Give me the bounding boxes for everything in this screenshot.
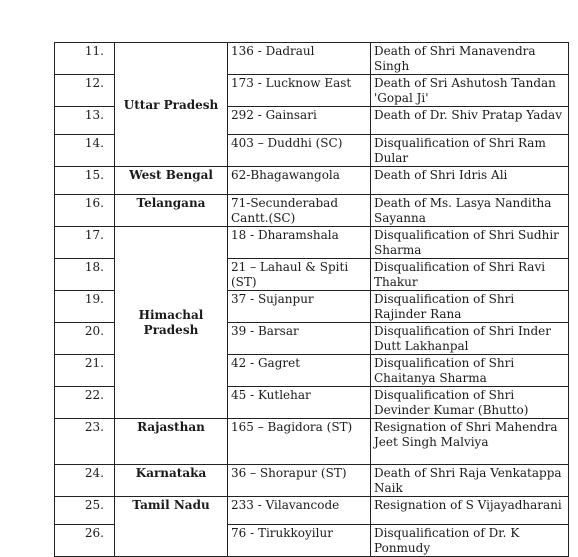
table-row — [55, 419, 569, 465]
serial-number: 26. — [55, 525, 115, 557]
serial-number: 15. — [55, 167, 115, 195]
reason-cell: Death of Shri Raja Venkatappa Naik — [371, 465, 569, 497]
reason-cell: Death of Dr. Shiv Pratap Yadav — [371, 107, 569, 135]
reason-cell: Death of Shri Idris Ali — [371, 167, 569, 195]
constituency-cell: 292 - Gainsari — [228, 107, 371, 135]
reason-cell: Disqualification of Shri Ram Dular — [371, 135, 569, 167]
reason-cell: Resignation of S Vijayadharani — [371, 497, 569, 525]
table-row — [55, 167, 569, 195]
reason-cell: Disqualification of Shri Ravi Thakur — [371, 259, 569, 291]
constituency-cell: 21 – Lahaul & Spiti (ST) — [228, 259, 371, 291]
constituency-cell: 136 - Dadraul — [228, 43, 371, 75]
constituency-cell: 36 – Shorapur (ST) — [228, 465, 371, 497]
constituency-cell: 42 - Gagret — [228, 355, 371, 387]
constituency-cell: 233 - Vilavancode — [228, 497, 371, 525]
reason-cell: Disqualification of Shri Rajinder Rana — [371, 291, 569, 323]
state-cell: Rajasthan — [115, 419, 228, 465]
state-cell: Himachal Pradesh — [115, 227, 228, 419]
serial-number: 12. — [55, 75, 115, 107]
constituency-cell: 37 - Sujanpur — [228, 291, 371, 323]
reason-cell: Disqualification of Shri Sudhir Sharma — [371, 227, 569, 259]
serial-number: 18. — [55, 259, 115, 291]
reason-cell: Death of Shri Manavendra Singh — [371, 43, 569, 75]
state-cell: Uttar Pradesh — [115, 43, 228, 167]
serial-number: 25. — [55, 497, 115, 525]
serial-number: 14. — [55, 135, 115, 167]
reason-cell: Disqualification of Shri Chaitanya Sharma — [371, 355, 569, 387]
state-cell: Tamil Nadu — [115, 497, 228, 557]
serial-number: 21. — [55, 355, 115, 387]
serial-number: 22. — [55, 387, 115, 419]
serial-number: 20. — [55, 323, 115, 355]
table-row — [55, 497, 569, 525]
reason-cell: Death of Sri Ashutosh Tandan 'Gopal Ji' — [371, 75, 569, 107]
serial-number: 24. — [55, 465, 115, 497]
serial-number: 17. — [55, 227, 115, 259]
serial-number: 19. — [55, 291, 115, 323]
reason-cell: Disqualification of Shri Inder Dutt Lakhanpal — [371, 323, 569, 355]
serial-number: 13. — [55, 107, 115, 135]
constituency-cell: 62-Bhagawangola — [228, 167, 371, 195]
reason-cell: Death of Ms. Lasya Nanditha Sayanna — [371, 195, 569, 227]
bye-election-table — [54, 42, 569, 557]
state-cell: Karnataka — [115, 465, 228, 497]
table-row — [55, 43, 569, 75]
constituency-cell: 76 - Tirukkoyilur — [228, 525, 371, 557]
table-row — [55, 195, 569, 227]
serial-number: 16. — [55, 195, 115, 227]
table-row — [55, 227, 569, 259]
reason-cell: Resignation of Shri Mahendra Jeet Singh Malviya — [371, 419, 569, 465]
state-cell: West Bengal — [115, 167, 228, 195]
serial-number: 23. — [55, 419, 115, 465]
constituency-cell: 165 – Bagidora (ST) — [228, 419, 371, 465]
constituency-cell: 45 - Kutlehar — [228, 387, 371, 419]
constituency-cell: 39 - Barsar — [228, 323, 371, 355]
constituency-cell: 71-Secunderabad Cantt.(SC) — [228, 195, 371, 227]
constituency-cell: 18 - Dharamshala — [228, 227, 371, 259]
constituency-cell: 173 - Lucknow East — [228, 75, 371, 107]
table-row — [55, 465, 569, 497]
constituency-cell: 403 – Duddhi (SC) — [228, 135, 371, 167]
reason-cell: Disqualification of Shri Devinder Kumar (Bhutto) — [371, 387, 569, 419]
reason-cell: Disqualification of Dr. K Ponmudy — [371, 525, 569, 557]
state-cell: Telangana — [115, 195, 228, 227]
serial-number: 11. — [55, 43, 115, 75]
